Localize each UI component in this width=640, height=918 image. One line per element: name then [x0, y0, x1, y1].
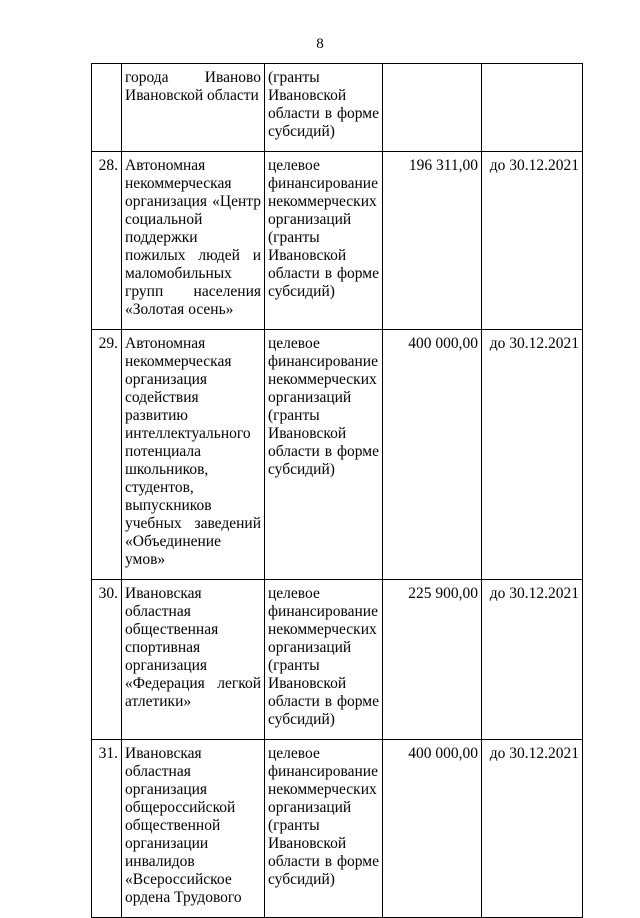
- row-number: [92, 64, 122, 152]
- grant-amount: 400 000,00: [383, 740, 482, 918]
- grant-amount: [383, 64, 482, 152]
- table-row: [92, 330, 583, 580]
- grant-deadline: до 30.12.2021: [482, 152, 583, 330]
- row-number: 31.: [92, 740, 122, 918]
- grant-amount: 225 900,00: [383, 580, 482, 740]
- table-row: [92, 64, 583, 152]
- grant-amount: 400 000,00: [383, 330, 482, 580]
- grant-purpose: целевое финансирование некоммерческих организаций (гранты Ивановской области в форме субсидий): [265, 580, 383, 740]
- grant-deadline: до 30.12.2021: [482, 330, 583, 580]
- grant-purpose: (гранты Ивановской области в форме субсидий): [265, 64, 383, 152]
- grant-purpose: целевое финансирование некоммерческих организаций (гранты Ивановской области в форме субсидий): [265, 330, 383, 580]
- row-number: 30.: [92, 580, 122, 740]
- grant-purpose: целевое финансирование некоммерческих организаций (гранты Ивановской области в форме субсидий): [265, 152, 383, 330]
- organization-name: города Иваново Ивановской области: [122, 64, 265, 152]
- table-row: [92, 740, 583, 918]
- organization-name: Автономная некоммерческая организация содействия развитию интеллектуального потенциала школьников, студентов, выпускников учебных заведений «Объединение умов»: [122, 330, 265, 580]
- row-number: 29.: [92, 330, 122, 580]
- grant-deadline: до 30.12.2021: [482, 580, 583, 740]
- table-row: [92, 152, 583, 330]
- organization-name: Автономная некоммерческая организация «Центр социальной поддержки пожилых людей и маломобильных групп населения «Золотая осень»: [122, 152, 265, 330]
- table-row: [92, 580, 583, 740]
- grant-deadline: [482, 64, 583, 152]
- grant-deadline: до 30.12.2021: [482, 740, 583, 918]
- grant-amount: 196 311,00: [383, 152, 482, 330]
- row-number: 28.: [92, 152, 122, 330]
- page-number: 8: [316, 36, 324, 52]
- grants-table: [91, 63, 583, 918]
- organization-name: Ивановская областная общественная спортивная организация «Федерация легкой атлетики»: [122, 580, 265, 740]
- organization-name: Ивановская областная организация общероссийской общественной организации инвалидов «Всероссийское ордена Трудового: [122, 740, 265, 918]
- grant-purpose: целевое финансирование некоммерческих организаций (гранты Ивановской области в форме субсидий): [265, 740, 383, 918]
